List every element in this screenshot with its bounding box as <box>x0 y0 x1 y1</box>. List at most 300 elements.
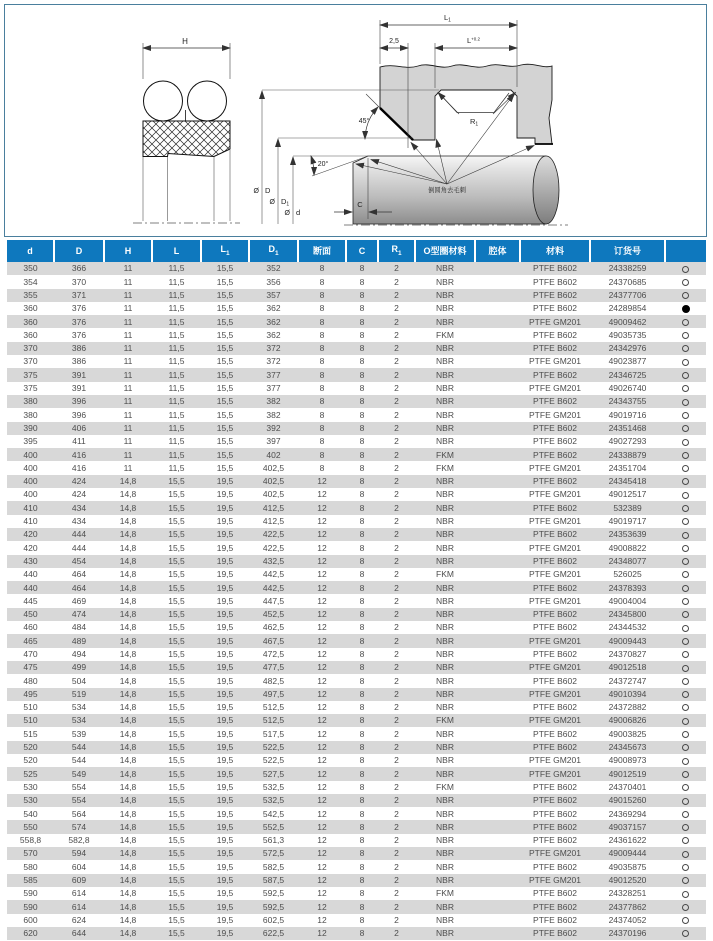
table-row <box>7 581 706 594</box>
table-cell: 499 <box>54 661 104 674</box>
table-cell: 15,5 <box>152 874 201 887</box>
table-cell: 8 <box>346 900 378 913</box>
open-circle-icon <box>682 505 689 512</box>
table-cell: 24328251 <box>590 887 665 900</box>
table-cell: NBR <box>415 621 475 634</box>
table-cell: 19,5 <box>201 555 249 568</box>
table-cell: 554 <box>54 781 104 794</box>
table-cell: 362 <box>249 315 298 328</box>
table-row <box>7 461 706 474</box>
table-cell: 430 <box>7 555 54 568</box>
table-row <box>7 781 706 794</box>
table-cell: 2 <box>378 754 415 767</box>
availability-marker-cell <box>665 900 706 913</box>
table-row <box>7 355 706 368</box>
column-header: 材料 <box>520 240 590 262</box>
table-row <box>7 342 706 355</box>
table-cell: 14,8 <box>104 727 152 740</box>
open-circle-icon <box>682 266 689 273</box>
table-cell: 2 <box>378 794 415 807</box>
table-cell: 12 <box>298 515 346 528</box>
header-row <box>7 240 706 262</box>
open-circle-icon <box>682 904 689 911</box>
table-cell: 19,5 <box>201 648 249 661</box>
table-cell: NBR <box>415 847 475 860</box>
table-cell <box>475 528 520 541</box>
table-cell: 11,5 <box>152 355 201 368</box>
table-cell: 410 <box>7 501 54 514</box>
table-cell: PTFE GM201 <box>520 688 590 701</box>
table-cell: NBR <box>415 302 475 315</box>
table-cell: 420 <box>7 528 54 541</box>
availability-marker-cell <box>665 767 706 780</box>
table-row <box>7 767 706 780</box>
table-row <box>7 568 706 581</box>
table-cell <box>475 688 520 701</box>
table-cell: 24338259 <box>590 262 665 275</box>
table-cell <box>475 568 520 581</box>
table-cell: 602,5 <box>249 914 298 927</box>
column-header: $D_1$ <box>249 240 298 262</box>
availability-marker-cell <box>665 501 706 514</box>
table-cell: 2 <box>378 834 415 847</box>
table-cell: PTFE B602 <box>520 820 590 833</box>
table-cell: PTFE B602 <box>520 555 590 568</box>
table-cell: 24353639 <box>590 528 665 541</box>
table-cell: 24344532 <box>590 621 665 634</box>
table-cell: 24370196 <box>590 927 665 940</box>
table-cell: 14,8 <box>104 781 152 794</box>
table-cell: 14,8 <box>104 515 152 528</box>
table-cell: 2 <box>378 488 415 501</box>
table-cell <box>475 302 520 315</box>
table-cell: 24342976 <box>590 342 665 355</box>
table-cell <box>475 422 520 435</box>
table-cell: 19,5 <box>201 767 249 780</box>
table-row <box>7 448 706 461</box>
table-cell: 592,5 <box>249 887 298 900</box>
table-cell: 391 <box>54 382 104 395</box>
table-cell: 362 <box>249 302 298 315</box>
table-cell <box>475 435 520 448</box>
table-cell: 15,5 <box>201 355 249 368</box>
table-cell: 15,5 <box>152 475 201 488</box>
column-header <box>665 240 706 262</box>
table-cell: 2 <box>378 515 415 528</box>
open-circle-icon <box>682 771 689 778</box>
table-cell: 8 <box>346 355 378 368</box>
open-circle-icon <box>682 678 689 685</box>
table-cell: NBR <box>415 794 475 807</box>
table-cell: 15,5 <box>152 515 201 528</box>
table-cell: 15,5 <box>152 767 201 780</box>
table-cell: 8 <box>346 648 378 661</box>
table-cell: 395 <box>7 435 54 448</box>
table-cell: PTFE B602 <box>520 674 590 687</box>
table-cell: PTFE B602 <box>520 342 590 355</box>
table-cell: 2 <box>378 807 415 820</box>
table-cell: 8 <box>346 435 378 448</box>
table-cell: 464 <box>54 581 104 594</box>
table-cell: 12 <box>298 581 346 594</box>
table-cell: 12 <box>298 488 346 501</box>
table-cell: 554 <box>54 794 104 807</box>
table-row <box>7 528 706 541</box>
availability-marker-cell <box>665 515 706 528</box>
open-circle-icon <box>682 452 689 459</box>
table-cell: 14,8 <box>104 648 152 661</box>
table-cell: 11,5 <box>152 289 201 302</box>
table-cell: 8 <box>346 382 378 395</box>
table-cell: 8 <box>298 275 346 288</box>
table-cell: 11,5 <box>152 395 201 408</box>
dia-d-outer-label: D <box>265 186 271 195</box>
table-cell: 539 <box>54 727 104 740</box>
table-cell: 386 <box>54 342 104 355</box>
table-cell: 11 <box>104 368 152 381</box>
column-header: 断面 <box>298 240 346 262</box>
table-cell: 2 <box>378 461 415 474</box>
column-header: H <box>104 240 152 262</box>
table-cell: 2 <box>378 714 415 727</box>
table-cell: NBR <box>415 395 475 408</box>
table-row <box>7 874 706 887</box>
table-cell: 484 <box>54 621 104 634</box>
table-cell: 2 <box>378 368 415 381</box>
table-cell: 24348077 <box>590 555 665 568</box>
table-cell: 8 <box>346 262 378 275</box>
table-cell: 614 <box>54 887 104 900</box>
table-row <box>7 315 706 328</box>
table-cell: 412,5 <box>249 501 298 514</box>
table-cell: 49035875 <box>590 860 665 873</box>
availability-marker-cell <box>665 661 706 674</box>
table-cell: 8 <box>298 422 346 435</box>
table-cell: 2 <box>378 382 415 395</box>
dia-d-outer-symbol: Ø <box>253 188 259 195</box>
table-row <box>7 634 706 647</box>
table-cell: 24372882 <box>590 701 665 714</box>
table-cell: 8 <box>346 555 378 568</box>
table-cell: 477,5 <box>249 661 298 674</box>
table-cell: 590 <box>7 900 54 913</box>
table-cell <box>475 927 520 940</box>
shaft-end-cap <box>533 156 559 224</box>
table-cell: PTFE B602 <box>520 900 590 913</box>
table-cell: NBR <box>415 262 475 275</box>
availability-marker-cell <box>665 435 706 448</box>
table-cell <box>475 648 520 661</box>
table-cell <box>475 315 520 328</box>
open-circle-icon <box>682 917 689 924</box>
table-cell: 552,5 <box>249 820 298 833</box>
table-cell: 542,5 <box>249 807 298 820</box>
table-cell: 464 <box>54 568 104 581</box>
table-cell: 644 <box>54 927 104 940</box>
open-circle-icon <box>682 837 689 844</box>
table-cell: 19,5 <box>201 727 249 740</box>
table-cell: 416 <box>54 461 104 474</box>
availability-marker-cell <box>665 475 706 488</box>
table-cell: 515 <box>7 727 54 740</box>
table-cell: 19,5 <box>201 741 249 754</box>
table-cell: PTFE B602 <box>520 368 590 381</box>
table-cell: NBR <box>415 741 475 754</box>
table-cell: 8 <box>346 807 378 820</box>
table-cell: 8 <box>346 781 378 794</box>
table-cell: 24351704 <box>590 461 665 474</box>
table-cell: 356 <box>249 275 298 288</box>
seal-cross-section <box>133 37 240 223</box>
table-cell: 12 <box>298 847 346 860</box>
table-cell: 15,5 <box>152 661 201 674</box>
groove-seal-outline <box>439 93 509 113</box>
open-circle-icon <box>682 930 689 937</box>
table-body <box>7 262 706 940</box>
table-cell: 527,5 <box>249 767 298 780</box>
availability-marker-cell <box>665 634 706 647</box>
table-cell: 8 <box>346 714 378 727</box>
table-cell: 2 <box>378 475 415 488</box>
table-cell: PTFE B602 <box>520 914 590 927</box>
table-cell: 2 <box>378 927 415 940</box>
table-cell: 8 <box>346 794 378 807</box>
table-cell: 15,5 <box>152 914 201 927</box>
filled-circle-icon <box>682 305 690 313</box>
table-cell: 2 <box>378 914 415 927</box>
table-cell: NBR <box>415 661 475 674</box>
table-cell: 14,8 <box>104 555 152 568</box>
table-cell: 540 <box>7 807 54 820</box>
table-cell: 489 <box>54 634 104 647</box>
table-cell: 19,5 <box>201 794 249 807</box>
table-cell: 2 <box>378 528 415 541</box>
table-cell: 19,5 <box>201 701 249 714</box>
table-cell: 8 <box>346 461 378 474</box>
table-cell: 15,5 <box>152 608 201 621</box>
table-cell: PTFE B602 <box>520 422 590 435</box>
table-cell: 397 <box>249 435 298 448</box>
table-cell: 357 <box>249 289 298 302</box>
availability-marker-cell <box>665 315 706 328</box>
table-cell: 12 <box>298 688 346 701</box>
table-cell: 402,5 <box>249 461 298 474</box>
table-cell <box>475 541 520 554</box>
table-row <box>7 262 706 275</box>
table-row <box>7 541 706 554</box>
table-cell: 2 <box>378 674 415 687</box>
table-cell: 12 <box>298 781 346 794</box>
table-cell: 15,5 <box>201 395 249 408</box>
table-cell: 370 <box>54 275 104 288</box>
table-cell: 14,8 <box>104 661 152 674</box>
table-cell: 8 <box>346 289 378 302</box>
table-cell: 24338879 <box>590 448 665 461</box>
table-cell: 15,5 <box>152 834 201 847</box>
table-cell: PTFE GM201 <box>520 568 590 581</box>
table-cell: 594 <box>54 847 104 860</box>
angle-20-label: 20° <box>317 161 329 168</box>
open-circle-icon <box>682 332 689 339</box>
open-circle-icon <box>682 518 689 525</box>
table-cell: 574 <box>54 820 104 833</box>
table-cell: 14,8 <box>104 714 152 727</box>
availability-marker-cell <box>665 461 706 474</box>
table-row <box>7 914 706 927</box>
table-cell: 8 <box>346 834 378 847</box>
table-cell: 2 <box>378 275 415 288</box>
table-cell: 2 <box>378 887 415 900</box>
table-cell: 11 <box>104 328 152 341</box>
open-circle-icon <box>682 891 689 898</box>
table-cell: NBR <box>415 674 475 687</box>
table-cell: 8 <box>346 395 378 408</box>
table-row <box>7 661 706 674</box>
table-cell: 422,5 <box>249 528 298 541</box>
table-cell: 474 <box>54 608 104 621</box>
open-circle-icon <box>682 744 689 751</box>
installation-view <box>254 13 568 225</box>
table-cell: 582,8 <box>54 834 104 847</box>
availability-marker-cell <box>665 648 706 661</box>
table-cell: 8 <box>298 262 346 275</box>
table-cell: 11,5 <box>152 368 201 381</box>
table-cell <box>475 581 520 594</box>
table-cell: NBR <box>415 754 475 767</box>
table-cell <box>475 794 520 807</box>
table-row <box>7 820 706 833</box>
table-cell: PTFE B602 <box>520 701 590 714</box>
table-cell: PTFE GM201 <box>520 847 590 860</box>
table-cell: 14,8 <box>104 927 152 940</box>
table-cell: 2 <box>378 395 415 408</box>
table-cell: 522,5 <box>249 754 298 767</box>
l-dimension-label: $L^{+0.2}$ <box>467 36 481 45</box>
availability-marker-cell <box>665 581 706 594</box>
table-cell: PTFE B602 <box>520 834 590 847</box>
table-cell: 371 <box>54 289 104 302</box>
table-cell: NBR <box>415 501 475 514</box>
table-cell: 2 <box>378 648 415 661</box>
table-cell: 49009444 <box>590 847 665 860</box>
table-cell <box>475 488 520 501</box>
table-cell: PTFE B602 <box>520 621 590 634</box>
table-cell: 14,8 <box>104 754 152 767</box>
table-cell: 482,5 <box>249 674 298 687</box>
open-circle-icon <box>682 279 689 286</box>
table-cell <box>475 289 520 302</box>
table-cell: 14,8 <box>104 528 152 541</box>
table-cell: 390 <box>7 422 54 435</box>
table-cell: 11,5 <box>152 435 201 448</box>
table-cell: 19,5 <box>201 847 249 860</box>
availability-marker-cell <box>665 422 706 435</box>
availability-marker-cell <box>665 781 706 794</box>
table-cell: PTFE B602 <box>520 581 590 594</box>
availability-marker-cell <box>665 488 706 501</box>
table-cell: 15,5 <box>152 501 201 514</box>
table-cell <box>475 275 520 288</box>
table-cell <box>475 355 520 368</box>
h-dimension-label: H <box>182 37 188 46</box>
table-cell: 8 <box>298 315 346 328</box>
table-cell: 49026740 <box>590 382 665 395</box>
table-cell: 8 <box>298 342 346 355</box>
table-cell: PTFE GM201 <box>520 714 590 727</box>
table-cell: 12 <box>298 621 346 634</box>
table-cell: NBR <box>415 368 475 381</box>
table-row <box>7 422 706 435</box>
l1-dimension-label: $L_1$ <box>444 13 451 24</box>
table-cell: 497,5 <box>249 688 298 701</box>
table-cell: 14,8 <box>104 741 152 754</box>
table-cell: PTFE GM201 <box>520 754 590 767</box>
table-cell: 19,5 <box>201 475 249 488</box>
table-cell: 15,5 <box>201 289 249 302</box>
table-cell: 2 <box>378 435 415 448</box>
table-cell: 19,5 <box>201 634 249 647</box>
table-cell: 444 <box>54 528 104 541</box>
table-cell: 8 <box>298 289 346 302</box>
table-cell: 396 <box>54 395 104 408</box>
table-cell: 469 <box>54 594 104 607</box>
table-cell: PTFE B602 <box>520 475 590 488</box>
column-header: d <box>7 240 54 262</box>
dia-d1-label: $D_1$ <box>281 197 290 208</box>
table-cell: 15,5 <box>201 448 249 461</box>
table-cell: 475 <box>7 661 54 674</box>
table-cell: 12 <box>298 900 346 913</box>
table-cell: PTFE B602 <box>520 501 590 514</box>
table-cell: NBR <box>415 435 475 448</box>
open-circle-icon <box>682 492 689 499</box>
table-cell: 11 <box>104 342 152 355</box>
table-cell: 24370401 <box>590 781 665 794</box>
table-cell: PTFE B602 <box>520 395 590 408</box>
table-cell <box>475 820 520 833</box>
table-cell <box>475 501 520 514</box>
table-cell: 14,8 <box>104 568 152 581</box>
table-cell: 495 <box>7 688 54 701</box>
table-cell: 15,5 <box>152 568 201 581</box>
table-cell: PTFE GM201 <box>520 515 590 528</box>
table-cell: 444 <box>54 541 104 554</box>
table-cell: PTFE GM201 <box>520 408 590 421</box>
table-row <box>7 727 706 740</box>
availability-marker-cell <box>665 342 706 355</box>
table-cell: 15,5 <box>152 701 201 714</box>
table-cell: 8 <box>346 608 378 621</box>
table-cell <box>475 342 520 355</box>
table-cell: 519 <box>54 688 104 701</box>
table-cell: 19,5 <box>201 887 249 900</box>
table-cell: 350 <box>7 262 54 275</box>
table-cell: 8 <box>346 581 378 594</box>
table-cell: 14,8 <box>104 541 152 554</box>
table-row <box>7 328 706 341</box>
table-cell: 512,5 <box>249 714 298 727</box>
table-cell <box>475 900 520 913</box>
open-circle-icon <box>682 345 689 352</box>
column-header: 订货号 <box>590 240 665 262</box>
table-cell: 12 <box>298 528 346 541</box>
table-cell: NBR <box>415 488 475 501</box>
table-cell: 472,5 <box>249 648 298 661</box>
dia-d-shaft-label: d <box>296 208 301 217</box>
table-row <box>7 594 706 607</box>
table-cell: NBR <box>415 581 475 594</box>
table-cell: 49004004 <box>590 594 665 607</box>
